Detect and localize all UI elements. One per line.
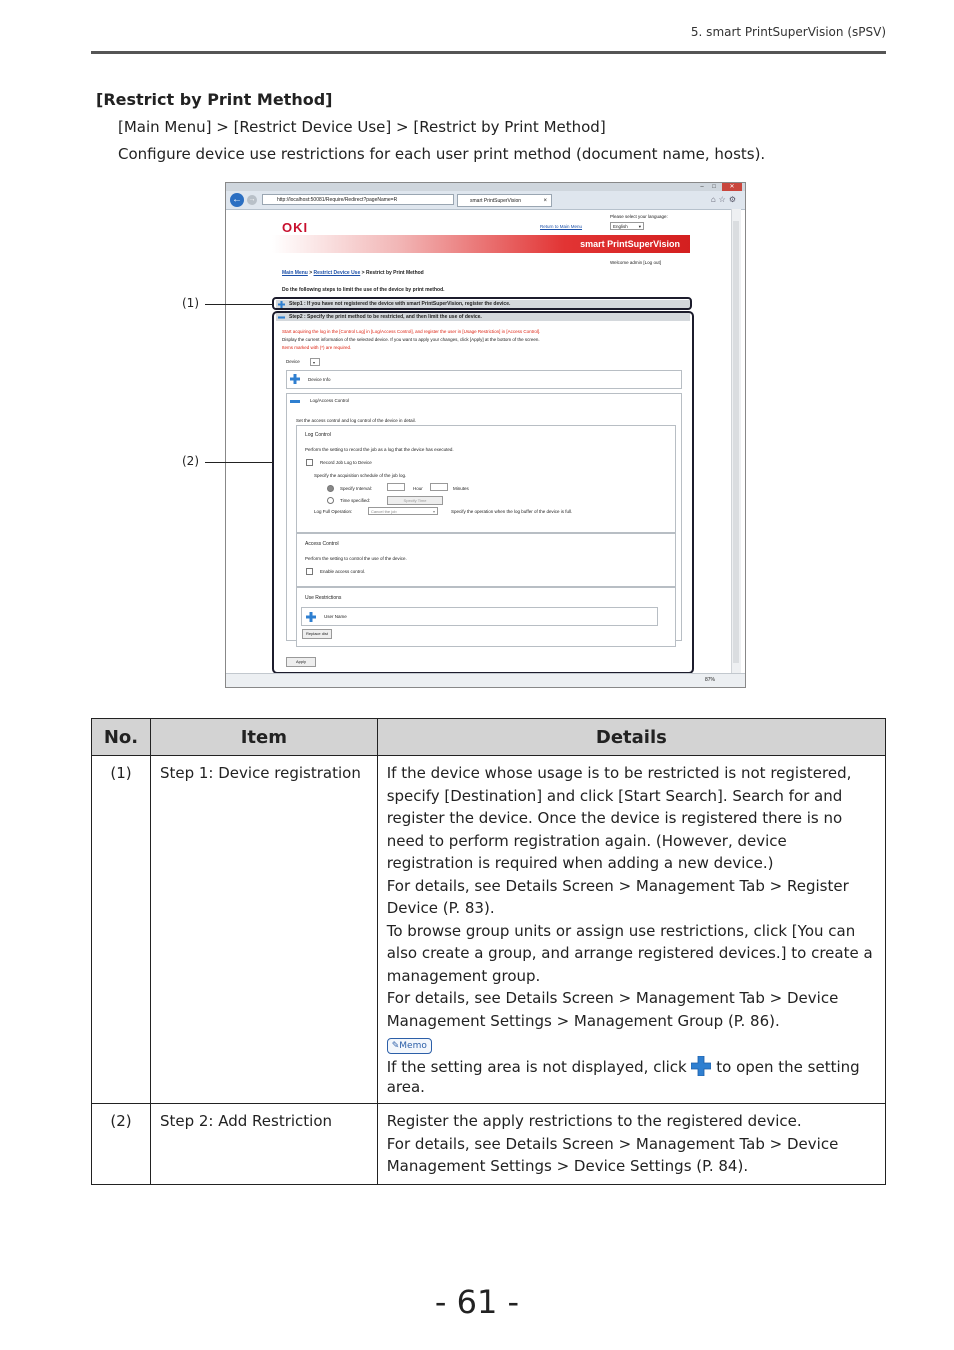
section-description: Configure device use restrictions for each user print method (document name, hosts). <box>118 145 766 163</box>
language-select[interactable]: English ▾ <box>610 222 644 230</box>
chapter-header: 5. smart PrintSuperVision (sPSV) <box>690 25 886 39</box>
status-bar <box>226 673 745 687</box>
details-paragraph: Register the apply restrictions to the registered device. <box>386 1112 802 1130</box>
language-label: Please select your language: <box>610 214 668 219</box>
intro-text: Do the following steps to limit the use of the device by print method. <box>282 287 445 293</box>
time-label: Time specified: <box>340 498 371 503</box>
breadcrumb <box>282 270 424 276</box>
device-info-label: Device Info <box>308 377 331 382</box>
row-details <box>377 1104 885 1185</box>
toolbar-icons[interactable]: ⌂☆⚙ <box>710 195 739 204</box>
header-item: Item <box>150 719 377 756</box>
user-name-panel[interactable] <box>301 607 658 626</box>
details-paragraph: For details, see Details Screen > Management Tab > Device Management Settings > Management Group (P. 86). <box>386 989 839 1030</box>
minutes-label: Minutes <box>453 486 469 491</box>
device-info-panel[interactable] <box>286 370 682 389</box>
record-job-label: Record Job Log to Device <box>320 460 372 465</box>
row-details <box>377 756 885 1104</box>
row-item: Step 2: Add Restriction <box>150 1104 377 1185</box>
close-icon[interactable]: ✕ <box>722 183 742 191</box>
row-no: (1) <box>92 756 151 1104</box>
replace-button[interactable]: Replace dist <box>302 629 332 639</box>
notice-red-1: Start acquiring the log in the [Control Log] in [Log/Access Control], and register the user in [Usage Restriction] in [Access Control]. <box>282 329 541 334</box>
access-control-title: Access Control <box>305 541 339 547</box>
memo-badge <box>387 1038 432 1054</box>
product-banner <box>272 235 690 253</box>
user-name-label: User Name <box>324 614 347 619</box>
table-header-row <box>92 719 886 756</box>
header-no: No. <box>92 719 151 756</box>
minimize-icon[interactable]: – <box>700 184 704 190</box>
details-table <box>91 718 886 1185</box>
callout-1: (1) <box>182 296 199 310</box>
log-access-label: Log/Access Control <box>310 398 350 403</box>
welcome-text: Welcome admin [Log out] <box>610 260 661 265</box>
chevron-down-icon: ▾ <box>432 509 435 514</box>
crumb-sep: > <box>307 270 314 276</box>
enable-access-checkbox[interactable] <box>306 568 313 575</box>
oki-logo: OKI <box>282 220 309 235</box>
callout-1-leader <box>205 304 273 305</box>
details-paragraph: For details, see Details Screen > Management Tab > Register Device (P. 83). <box>386 876 849 917</box>
interval-label: Specify Interval: <box>340 486 373 491</box>
set-access-text: Set the access control and log control of the device in detail. <box>296 418 416 423</box>
notice-black: Display the current information of the selected device. If you want to apply your changes, click [Apply] at the bottom of the screen. <box>282 337 540 342</box>
table-row <box>92 1104 886 1185</box>
tab-title: smart PrintSuperVision <box>470 198 522 204</box>
menu-path: [Main Menu] > [Restrict Device Use] > [Restrict by Print Method] <box>118 118 606 136</box>
crumb-sep: > <box>360 270 366 276</box>
crumb-main-menu[interactable]: Main Menu <box>282 270 308 276</box>
header-rule <box>91 51 886 54</box>
time-radio[interactable] <box>327 497 334 504</box>
minus-icon[interactable] <box>290 400 300 403</box>
scrollbar[interactable] <box>731 209 741 674</box>
plus-icon[interactable] <box>290 374 300 384</box>
banner-title: smart PrintSuperVision <box>580 239 680 249</box>
memo-text-after: to open the setting area. <box>386 1058 860 1096</box>
scrollbar-thumb[interactable] <box>733 221 739 663</box>
use-restrictions-title: Use Restrictions <box>305 595 342 601</box>
callout-2-leader <box>205 462 273 463</box>
maximize-icon[interactable]: □ <box>712 184 716 190</box>
window-titlebar <box>226 183 745 191</box>
log-control-title: Log Control <box>305 432 331 438</box>
log-full-select[interactable]: Cancel the job ▾ <box>368 507 438 515</box>
access-control-desc: Perform the setting to control the use of the device. <box>305 556 407 561</box>
return-main-menu-link[interactable]: Return to Main Menu <box>540 224 583 229</box>
memo-text-before: If the setting area is not displayed, click <box>386 1058 692 1076</box>
row-no: (2) <box>92 1104 151 1185</box>
highlight-step1 <box>272 297 692 310</box>
notice-red-2: Items marked with (*) are required. <box>282 345 352 350</box>
device-select[interactable]: ▾ <box>310 358 320 366</box>
section-title: [Restrict by Print Method] <box>96 90 333 109</box>
crumb-current: Restrict by Print Method <box>365 270 424 276</box>
step2-label: Step2 : Specify the print method to be restricted, and then limit the use of device. <box>289 314 482 320</box>
memo-label: Memo <box>399 1041 427 1051</box>
record-job-checkbox[interactable] <box>306 459 313 466</box>
tab-close-icon[interactable]: × <box>543 198 547 204</box>
plus-icon[interactable] <box>306 612 316 622</box>
page-number: - 61 - <box>434 1283 520 1321</box>
zoom-level[interactable]: 87% <box>704 677 715 683</box>
crumb-restrict-device-use[interactable]: Restrict Device Use <box>313 270 361 276</box>
log-control-box <box>296 425 676 533</box>
pencil-icon: ✎ <box>391 1041 400 1051</box>
device-label: Device <box>286 359 300 364</box>
log-full-desc: Specify the operation when the log buffer of the device is full. <box>451 509 573 514</box>
details-paragraph: For details, see Details Screen > Management Tab > Device Management Settings > Device Settings (P. 84). <box>386 1134 839 1175</box>
browser-tab[interactable] <box>457 194 552 207</box>
apply-button[interactable]: Apply <box>286 657 316 667</box>
interval-radio[interactable] <box>327 485 334 492</box>
row-item: Step 1: Device registration <box>150 756 377 1104</box>
back-icon[interactable]: ← <box>232 194 242 205</box>
address-bar[interactable]: http://localhost:50081/Require/Redirect?pageName=R <box>262 194 454 205</box>
details-paragraph: To browse group units or assign use restrictions, click [You can also create a group, and arrange registered devices.] to create a management group. <box>386 921 873 985</box>
header-details: Details <box>377 719 885 756</box>
memo-text <box>387 1056 876 1097</box>
plus-icon <box>691 1056 711 1076</box>
acq-schedule-text: Specify the acquisition schedule of the job log. <box>314 473 407 478</box>
step1-label: Step1 : If you have not registered the device with smart PrintSuperVision, register the device. <box>289 301 511 307</box>
minutes-input[interactable] <box>430 483 448 491</box>
details-paragraph: If the device whose usage is to be restricted is not registered, specify [Destination] and click [Start Search]. Search for and register the device. Once the device is registered there is no need to perform registration again. (However, device registration is required when adding a new device.) <box>386 764 852 872</box>
log-full-label: Log Full Operation: <box>314 509 353 514</box>
hour-label: Hour <box>413 486 423 491</box>
specify-time-button[interactable]: Specify Time <box>387 496 443 505</box>
browser-screenshot <box>225 182 746 688</box>
chevron-down-icon: ▾ <box>638 224 641 229</box>
log-control-desc: Perform the setting to record the job as a log that the device has executed. <box>305 447 454 452</box>
forward-icon[interactable]: → <box>248 196 256 203</box>
table-row <box>92 756 886 1104</box>
enable-access-label: Enable access control. <box>320 569 366 574</box>
hour-input[interactable] <box>387 483 405 491</box>
callout-2: (2) <box>182 454 199 468</box>
